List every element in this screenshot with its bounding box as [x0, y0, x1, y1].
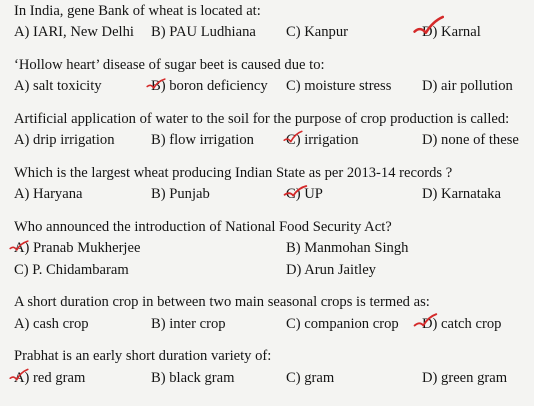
q6-option-d[interactable]: D) catch crop	[422, 316, 502, 332]
q4-option-c[interactable]: C) UP	[286, 186, 323, 202]
q6-option-a[interactable]: A) cash crop	[14, 316, 89, 332]
q4-option-d[interactable]: D) Karnataka	[422, 186, 502, 202]
q1-option-b[interactable]: B) PAU Ludhiana	[151, 24, 256, 40]
q2-option-c[interactable]: C) moisture stress	[286, 78, 392, 94]
question-4-text: Which is the largest wheat producing Indian State as per 2013-14 records ?	[14, 165, 453, 181]
q4-option-a[interactable]: A) Haryana	[14, 186, 83, 202]
question-5-text: Who announced the introduction of National Food Security Act?	[14, 219, 392, 235]
q6-option-c[interactable]: C) companion crop	[286, 316, 399, 332]
question-3-text: Artificial application of water to the soil for the purpose of crop production is called:	[14, 111, 510, 127]
bleed-through	[330, 40, 333, 54]
q3-option-d[interactable]: D) none of these	[422, 132, 519, 148]
question-2-text: ‘Hollow heart’ disease of sugar beet is caused due to:	[14, 57, 325, 73]
q2-option-b[interactable]: B) boron deficiency	[151, 78, 268, 94]
q5-option-b[interactable]: B) Manmohan Singh	[286, 240, 409, 256]
question-6-text: A short duration crop in between two main seasonal crops is termed as:	[14, 294, 430, 310]
question-7-text: Prabhat is an early short duration variety of:	[14, 348, 272, 364]
q5-option-a[interactable]: A) Pranab Mukherjee	[14, 240, 141, 256]
q7-option-c[interactable]: C) gram	[286, 370, 335, 386]
q5-option-d[interactable]: D) Arun Jaitley	[286, 262, 376, 278]
q1-option-c[interactable]: C) Kanpur	[286, 24, 349, 40]
q3-option-a[interactable]: A) drip irrigation	[14, 132, 115, 148]
q1-option-d[interactable]: D) Karnal	[422, 24, 481, 40]
q5-option-c[interactable]: C) P. Chidambaram	[14, 262, 129, 278]
q6-option-b[interactable]: B) inter crop	[151, 316, 226, 332]
q4-option-b[interactable]: B) Punjab	[151, 186, 210, 202]
q7-option-b[interactable]: B) black gram	[151, 370, 235, 386]
question-1-text: In India, gene Bank of wheat is located at:	[14, 3, 261, 19]
q2-option-d[interactable]: D) air pollution	[422, 78, 513, 94]
q1-option-a[interactable]: A) IARI, New Delhi	[14, 24, 134, 40]
q7-option-a[interactable]: A) red gram	[14, 370, 86, 386]
q3-option-c[interactable]: C) irrigation	[286, 132, 359, 148]
q3-option-b[interactable]: B) flow irrigation	[151, 132, 254, 148]
q2-option-a[interactable]: A) salt toxicity	[14, 78, 102, 94]
q7-option-d[interactable]: D) green gram	[422, 370, 508, 386]
